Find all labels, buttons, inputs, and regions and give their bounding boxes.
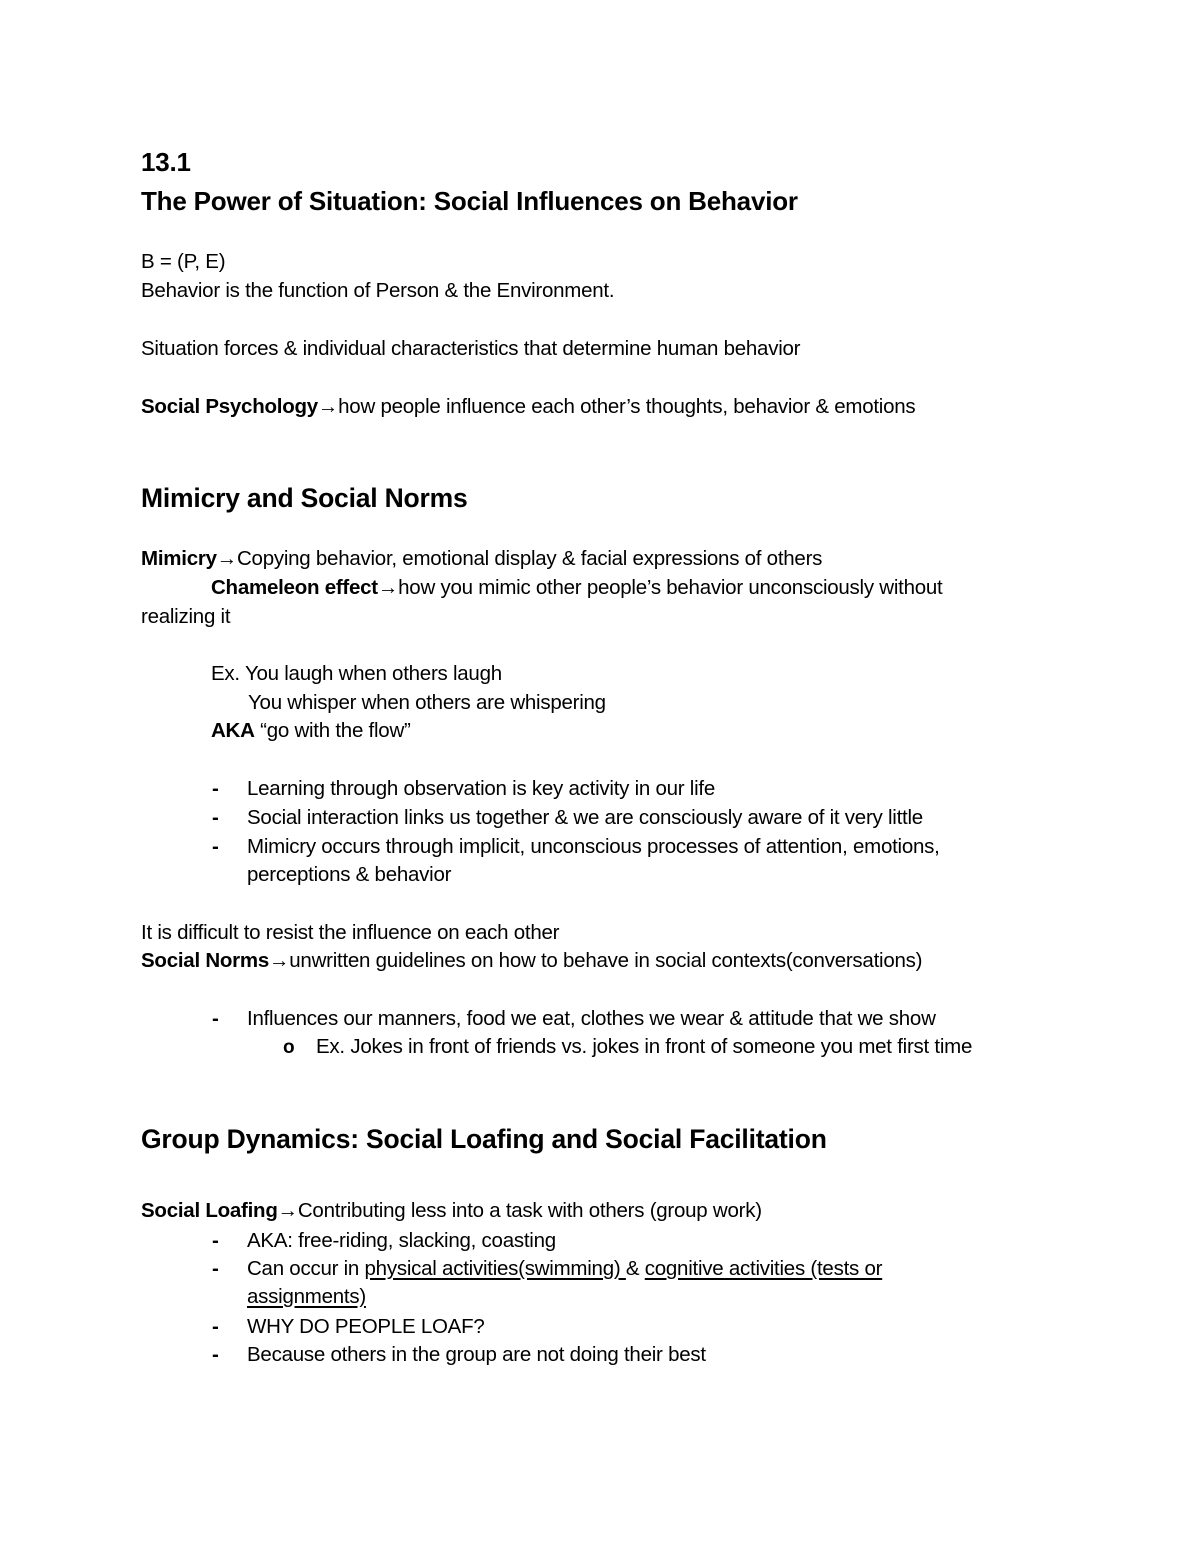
mimicry-definition: Copying behavior, emotional display & facial expressions of others bbox=[236, 547, 823, 570]
heading-group-dynamics: Group Dynamics: Social Loafing and Social Facilitation bbox=[141, 1124, 827, 1154]
term-social-norms: Social Norms bbox=[141, 949, 270, 972]
social-loafing-line bbox=[141, 1198, 762, 1224]
social-norms-definition: unwritten guidelines on how to behave in social contexts(conversations) bbox=[289, 949, 923, 972]
term-mimicry: Mimicry bbox=[141, 547, 217, 570]
bullet-dash: - bbox=[212, 1343, 219, 1366]
formula-meaning: Behavior is the function of Person & the Environment. bbox=[141, 279, 615, 302]
arrow-icon: → bbox=[377, 576, 399, 599]
list-item-cont: perceptions & behavior bbox=[247, 863, 452, 886]
chameleon-line bbox=[211, 575, 943, 601]
bullet-dash: - bbox=[212, 777, 219, 800]
social-psychology-definition: how people influence each other’s thoughts, behavior & emotions bbox=[338, 395, 916, 418]
list-item: Social interaction links us together & we are consciously aware of it very little bbox=[247, 806, 923, 829]
heading-mimicry: Mimicry and Social Norms bbox=[141, 483, 468, 513]
section-number: 13.1 bbox=[141, 147, 191, 177]
list-item-cont bbox=[247, 1284, 366, 1310]
term-social-loafing: Social Loafing bbox=[141, 1199, 278, 1222]
example-2: You whisper when others are whispering bbox=[248, 691, 606, 714]
social-loafing-definition: Contributing less into a task with others (group work) bbox=[297, 1199, 762, 1222]
arrow-icon: → bbox=[317, 395, 339, 418]
formula: B = (P, E) bbox=[141, 250, 226, 273]
mimicry-line bbox=[141, 546, 822, 572]
list-item bbox=[247, 1256, 882, 1282]
aka-text: “go with the flow” bbox=[254, 719, 411, 742]
bullet-dash: - bbox=[212, 835, 219, 858]
aka-label: AKA bbox=[211, 719, 255, 742]
ampersand: & bbox=[625, 1257, 645, 1280]
underlined-physical: physical activities(swimming) bbox=[364, 1257, 626, 1280]
chameleon-definition: how you mimic other people’s behavior unconsciously without bbox=[398, 576, 943, 599]
term-chameleon-effect: Chameleon effect bbox=[211, 576, 378, 599]
list-item: WHY DO PEOPLE LOAF? bbox=[247, 1315, 485, 1338]
situation-text: Situation forces & individual characteristics that determine human behavior bbox=[141, 337, 801, 360]
bullet-circle: o bbox=[283, 1037, 295, 1058]
underlined-assignments: assignments) bbox=[247, 1285, 366, 1308]
loafing-occurs-prefix: Can occur in bbox=[247, 1257, 365, 1280]
bullet-dash: - bbox=[212, 806, 219, 829]
page-title: The Power of Situation: Social Influences on Behavior bbox=[141, 186, 798, 216]
chameleon-definition-cont: realizing it bbox=[141, 605, 231, 628]
list-item: Because others in the group are not doing their best bbox=[247, 1343, 706, 1366]
list-item: Mimicry occurs through implicit, unconscious processes of attention, emotions, bbox=[247, 835, 940, 858]
arrow-icon: → bbox=[269, 949, 290, 972]
example-1: Ex. You laugh when others laugh bbox=[211, 662, 502, 685]
social-psychology-line bbox=[141, 394, 915, 420]
bullet-dash: - bbox=[212, 1229, 219, 1252]
underlined-cognitive: cognitive activities (tests or bbox=[644, 1257, 883, 1280]
list-item: Influences our manners, food we eat, clothes we wear & attitude that we show bbox=[247, 1007, 936, 1030]
sub-list-item: Ex. Jokes in front of friends vs. jokes in front of someone you met first time bbox=[316, 1035, 973, 1058]
aka-line bbox=[211, 718, 411, 744]
social-norms-line bbox=[141, 948, 922, 974]
arrow-icon: → bbox=[216, 547, 237, 570]
term-social-psychology: Social Psychology bbox=[141, 395, 318, 418]
list-item: AKA: free-riding, slacking, coasting bbox=[247, 1229, 556, 1252]
list-item: Learning through observation is key activity in our life bbox=[247, 777, 716, 800]
difficult-text: It is difficult to resist the influence on each other bbox=[141, 921, 560, 944]
arrow-icon: → bbox=[277, 1199, 298, 1222]
bullet-dash: - bbox=[212, 1007, 219, 1030]
bullet-dash: - bbox=[212, 1257, 219, 1280]
bullet-dash: - bbox=[212, 1315, 219, 1338]
